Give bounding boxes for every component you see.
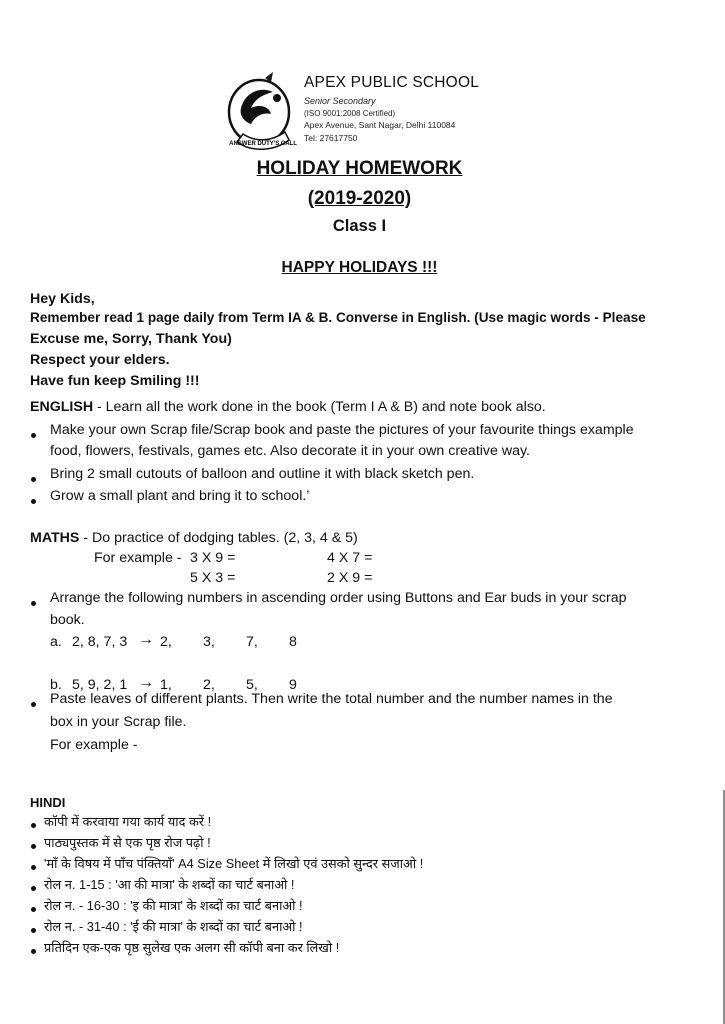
maths-section [30,530,358,546]
intro-line: Respect your elders. [30,352,170,368]
table-example: 4 X 7 = [327,550,373,566]
example-label: For example - [94,550,182,566]
english-instruction: - Learn all the work done in the book (Term I A & B) and note book also. [93,399,546,415]
intro-line: Hey Kids, [30,291,95,307]
sequence-b: 5, 9, 2, 1 [72,677,128,693]
sequence-a-answer: 7, [246,634,258,650]
school-name: APEX PUBLIC SCHOOL [304,74,480,91]
sequence-b-answer: 2, [203,677,215,693]
maths-item: Arrange the following numbers in ascending order using Buttons and Ear buds in your scrap [50,590,627,606]
session-year: (2019-2020) [307,188,412,209]
bullet-icon [31,823,36,828]
bullet-icon [31,949,36,954]
greeting-heading: HAPPY HOLIDAYS !!! [281,259,438,276]
intro-line: Remember read 1 page daily from Term IA & B. Converse in English. (Use magic words - Please [30,310,646,325]
school-level: Senior Secondary [304,96,376,106]
maths-item: book. [50,612,85,628]
english-item: Grow a small plant and bring it to school.’ [50,488,310,504]
hindi-item: रोल न. - 31-40 : 'ई की मात्रा' के शब्दों का चार्ट बनाओ ! [44,919,303,934]
maths-instruction: - Do practice of dodging tables. (2, 3, 4 & 5) [79,530,358,546]
school-telephone: Tel: 27617750 [304,133,358,143]
intro-line: Excuse me, Sorry, Thank You) [30,331,232,347]
page-title: HOLIDAY HOMEWORK [256,158,463,179]
table-example: 5 X 3 = [190,570,236,586]
arrow-icon: → [138,674,154,691]
bullet-icon [31,865,36,870]
bullet-icon [31,886,36,891]
sequence-a-answer: 2, [160,634,172,650]
maths-label: MATHS [30,530,80,546]
hindi-item: रोल न. 1-15 : 'आ की मात्रा' के शब्दों का चार्ट बनाओ ! [44,877,295,892]
english-item: Make your own Scrap file/Scrap book and paste the pictures of your favourite things example [50,422,634,438]
logo-motto: ANSWER DUTY'S CALL [229,141,297,147]
hindi-label: HINDI [30,795,66,810]
maths-item: box in your Scrap file. [50,714,187,730]
hindi-item: कॉपी में करवाया गया कार्य याद करें ! [44,814,212,829]
bullet-icon [31,907,36,912]
hindi-item: प्रतिदिन एक-एक पृष्ठ सुलेख एक अलग सी कॉपी बना कर लिखो ! [44,940,340,955]
table-example: 2 X 9 = [327,570,373,586]
intro-line: Have fun keep Smiling !!! [30,373,200,389]
english-item: food, flowers, festivals, games etc. Also decorate it in your own creative way. [50,443,530,459]
sequence-a: 2, 8, 7, 3 [72,634,128,650]
maths-item: For example - [50,737,138,753]
bullet-icon [31,499,36,504]
hindi-item: पाठ्यपुस्तक में से एक पृष्ठ रोज पढ़ो ! [44,835,211,850]
iso-certification: (ISO 9001:2008 Certified) [304,109,396,118]
sequence-b-label: b. [50,677,62,693]
maths-item: Paste leaves of different plants. Then write the total number and the number names in the [50,691,613,707]
hindi-item: 'माँ के विषय में पाँच पंक्तियाँ' A4 Size Sheet में लिखो एवं उसको सुन्दर सजाओ ! [44,856,424,871]
sequence-a-label: a. [50,634,62,650]
english-section [30,399,546,415]
bullet-icon [31,601,36,606]
bullet-icon [31,844,36,849]
arrow-icon: → [138,631,154,648]
english-item: Bring 2 small cutouts of balloon and outline it with black sketch pen. [50,466,475,482]
table-example: 3 X 9 = [190,550,236,566]
hindi-item: रोल न. - 16-30 : 'इ की मात्रा' के शब्दों का चार्ट बनाओ ! [44,898,303,913]
bullet-icon [31,928,36,933]
bullet-icon [31,702,36,707]
bullet-icon [31,433,36,438]
bullet-icon [31,477,36,482]
english-label: ENGLISH [30,399,94,415]
sequence-a-answer: 8 [289,634,297,650]
sequence-b-answer: 1, [160,677,172,693]
sequence-b-answer: 9 [289,677,297,693]
school-address: Apex Avenue, Sant Nagar, Delhi 110084 [304,120,456,130]
school-logo [215,68,307,156]
sequence-a-answer: 3, [203,634,215,650]
class-label: Class I [332,217,387,235]
sequence-b-answer: 5, [246,677,258,693]
